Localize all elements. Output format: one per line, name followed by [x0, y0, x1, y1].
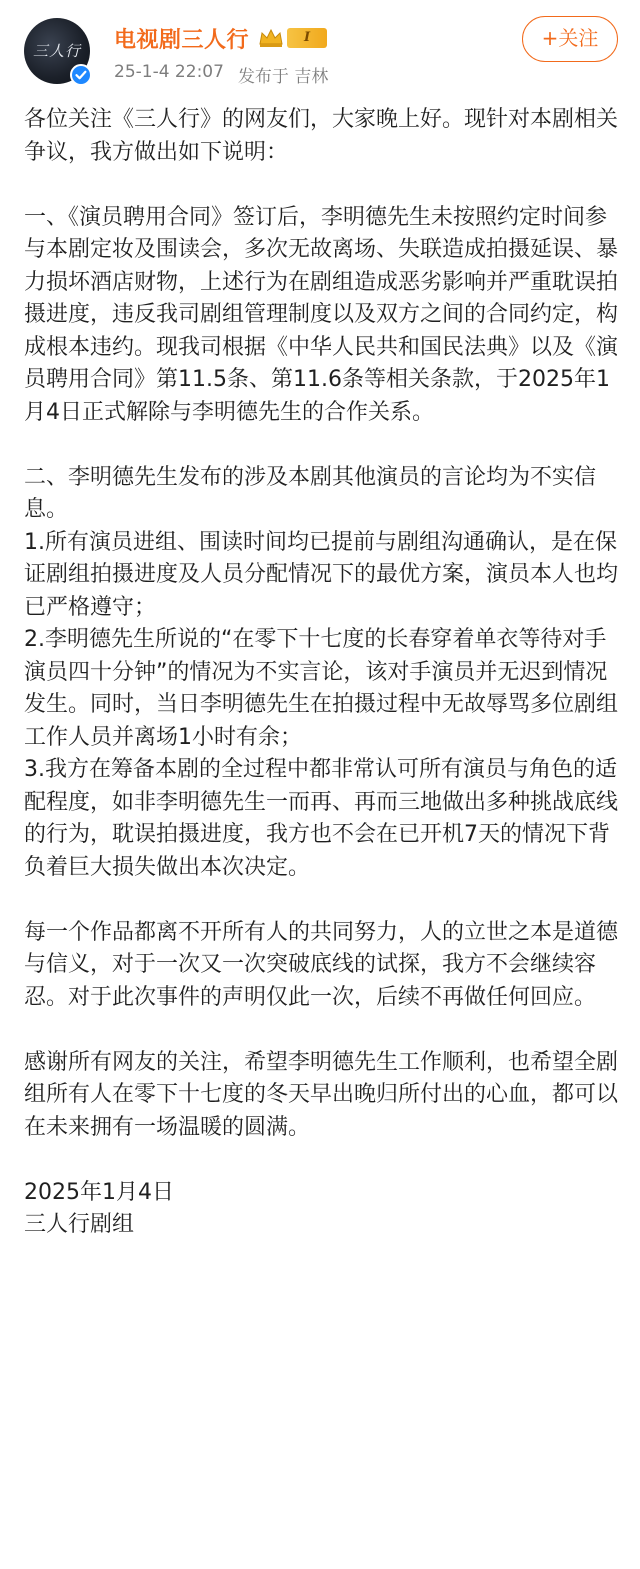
post-timestamp: 25-1-4 22:07 — [114, 62, 224, 82]
post-header — [0, 0, 640, 100]
paragraph-gap — [24, 884, 622, 917]
name-row — [114, 22, 327, 54]
post-section-1: 一、《演员聘用合同》签订后，李明德先生未按照约定时间参与本剧定妆及围读会，多次无故离场、失联造成拍摄延误、暴力损坏酒店财物，上述行为在剧组造成恶劣影响并严重耽误拍摄进度，违反我司剧组管理制度以及双方之间的合同约定，构成根本违约。现我司根据《中华人民共和国民法典》以及《演员聘用合同》第11.5条、第11.6条等相关条款，于2025年1月4日正式解除与李明德先生的合作关系。 — [24, 204, 619, 425]
avatar-logo-text: 三人行 — [32, 42, 81, 60]
post-greeting: 各位关注《三人行》的网友们，大家晚上好。现针对本剧相关争议，我方做出如下说明： — [24, 107, 619, 165]
post-content — [24, 104, 622, 1242]
post-section-2-item-3: 3.我方在筹备本剧的全过程中都非常认可所有演员与角色的适配程度，如非李明德先生一而再、再而三地做出多种挑战底线的行为，耽误拍摄进度，我方也不会在已开机7天的情况下背负着巨大损失做出本次决定。 — [24, 757, 619, 880]
account-name[interactable]: 电视剧三人行 — [114, 27, 250, 53]
avatar[interactable] — [24, 18, 90, 84]
post-section-2-item-1: 1.所有演员进组、围读时间均已提前与剧组沟通确认，是在保证剧组拍摄进度及人员分配情况下的最优方案，演员本人也均已严格遵守； — [24, 529, 619, 620]
verified-icon — [70, 64, 92, 86]
post-section-2-intro: 二、李明德先生发布的涉及本剧其他演员的言论均为不实信息。 — [24, 464, 597, 522]
paragraph-gap — [24, 1144, 622, 1177]
paragraph-gap — [24, 429, 622, 462]
paragraph-gap — [24, 169, 622, 202]
post-meta — [114, 62, 328, 87]
paragraph-gap — [24, 1014, 622, 1047]
level-badge: I — [287, 28, 327, 48]
crown-icon — [257, 27, 285, 49]
follow-button[interactable]: +关注 — [522, 16, 618, 62]
post-section-3: 每一个作品都离不开所有人的共同努力，人的立世之本是道德与信义，对于一次又一次突破底线的试探，我方不会继续容忍。对于此次事件的声明仅此一次，后续不再做任何回应。 — [24, 919, 619, 1010]
post-section-4: 感谢所有网友的关注，希望李明德先生工作顺利，也希望全剧组所有人在零下十七度的冬天早出晚归所付出的心血，都可以在未来拥有一场温暖的圆满。 — [24, 1049, 619, 1140]
post-section-2-item-2: 2.李明德先生所说的“在零下十七度的长春穿着单衣等待对手演员四十分钟”的情况为不实言论，该对手演员并无迟到情况发生。同时，当日李明德先生在拍摄过程中无故辱骂多位剧组工作人员并离场1小时有余； — [24, 627, 619, 750]
post-signature: 三人行剧组 — [24, 1212, 135, 1237]
post-location: 发布于 吉林 — [237, 67, 329, 87]
post-date: 2025年1月4日 — [24, 1179, 174, 1205]
